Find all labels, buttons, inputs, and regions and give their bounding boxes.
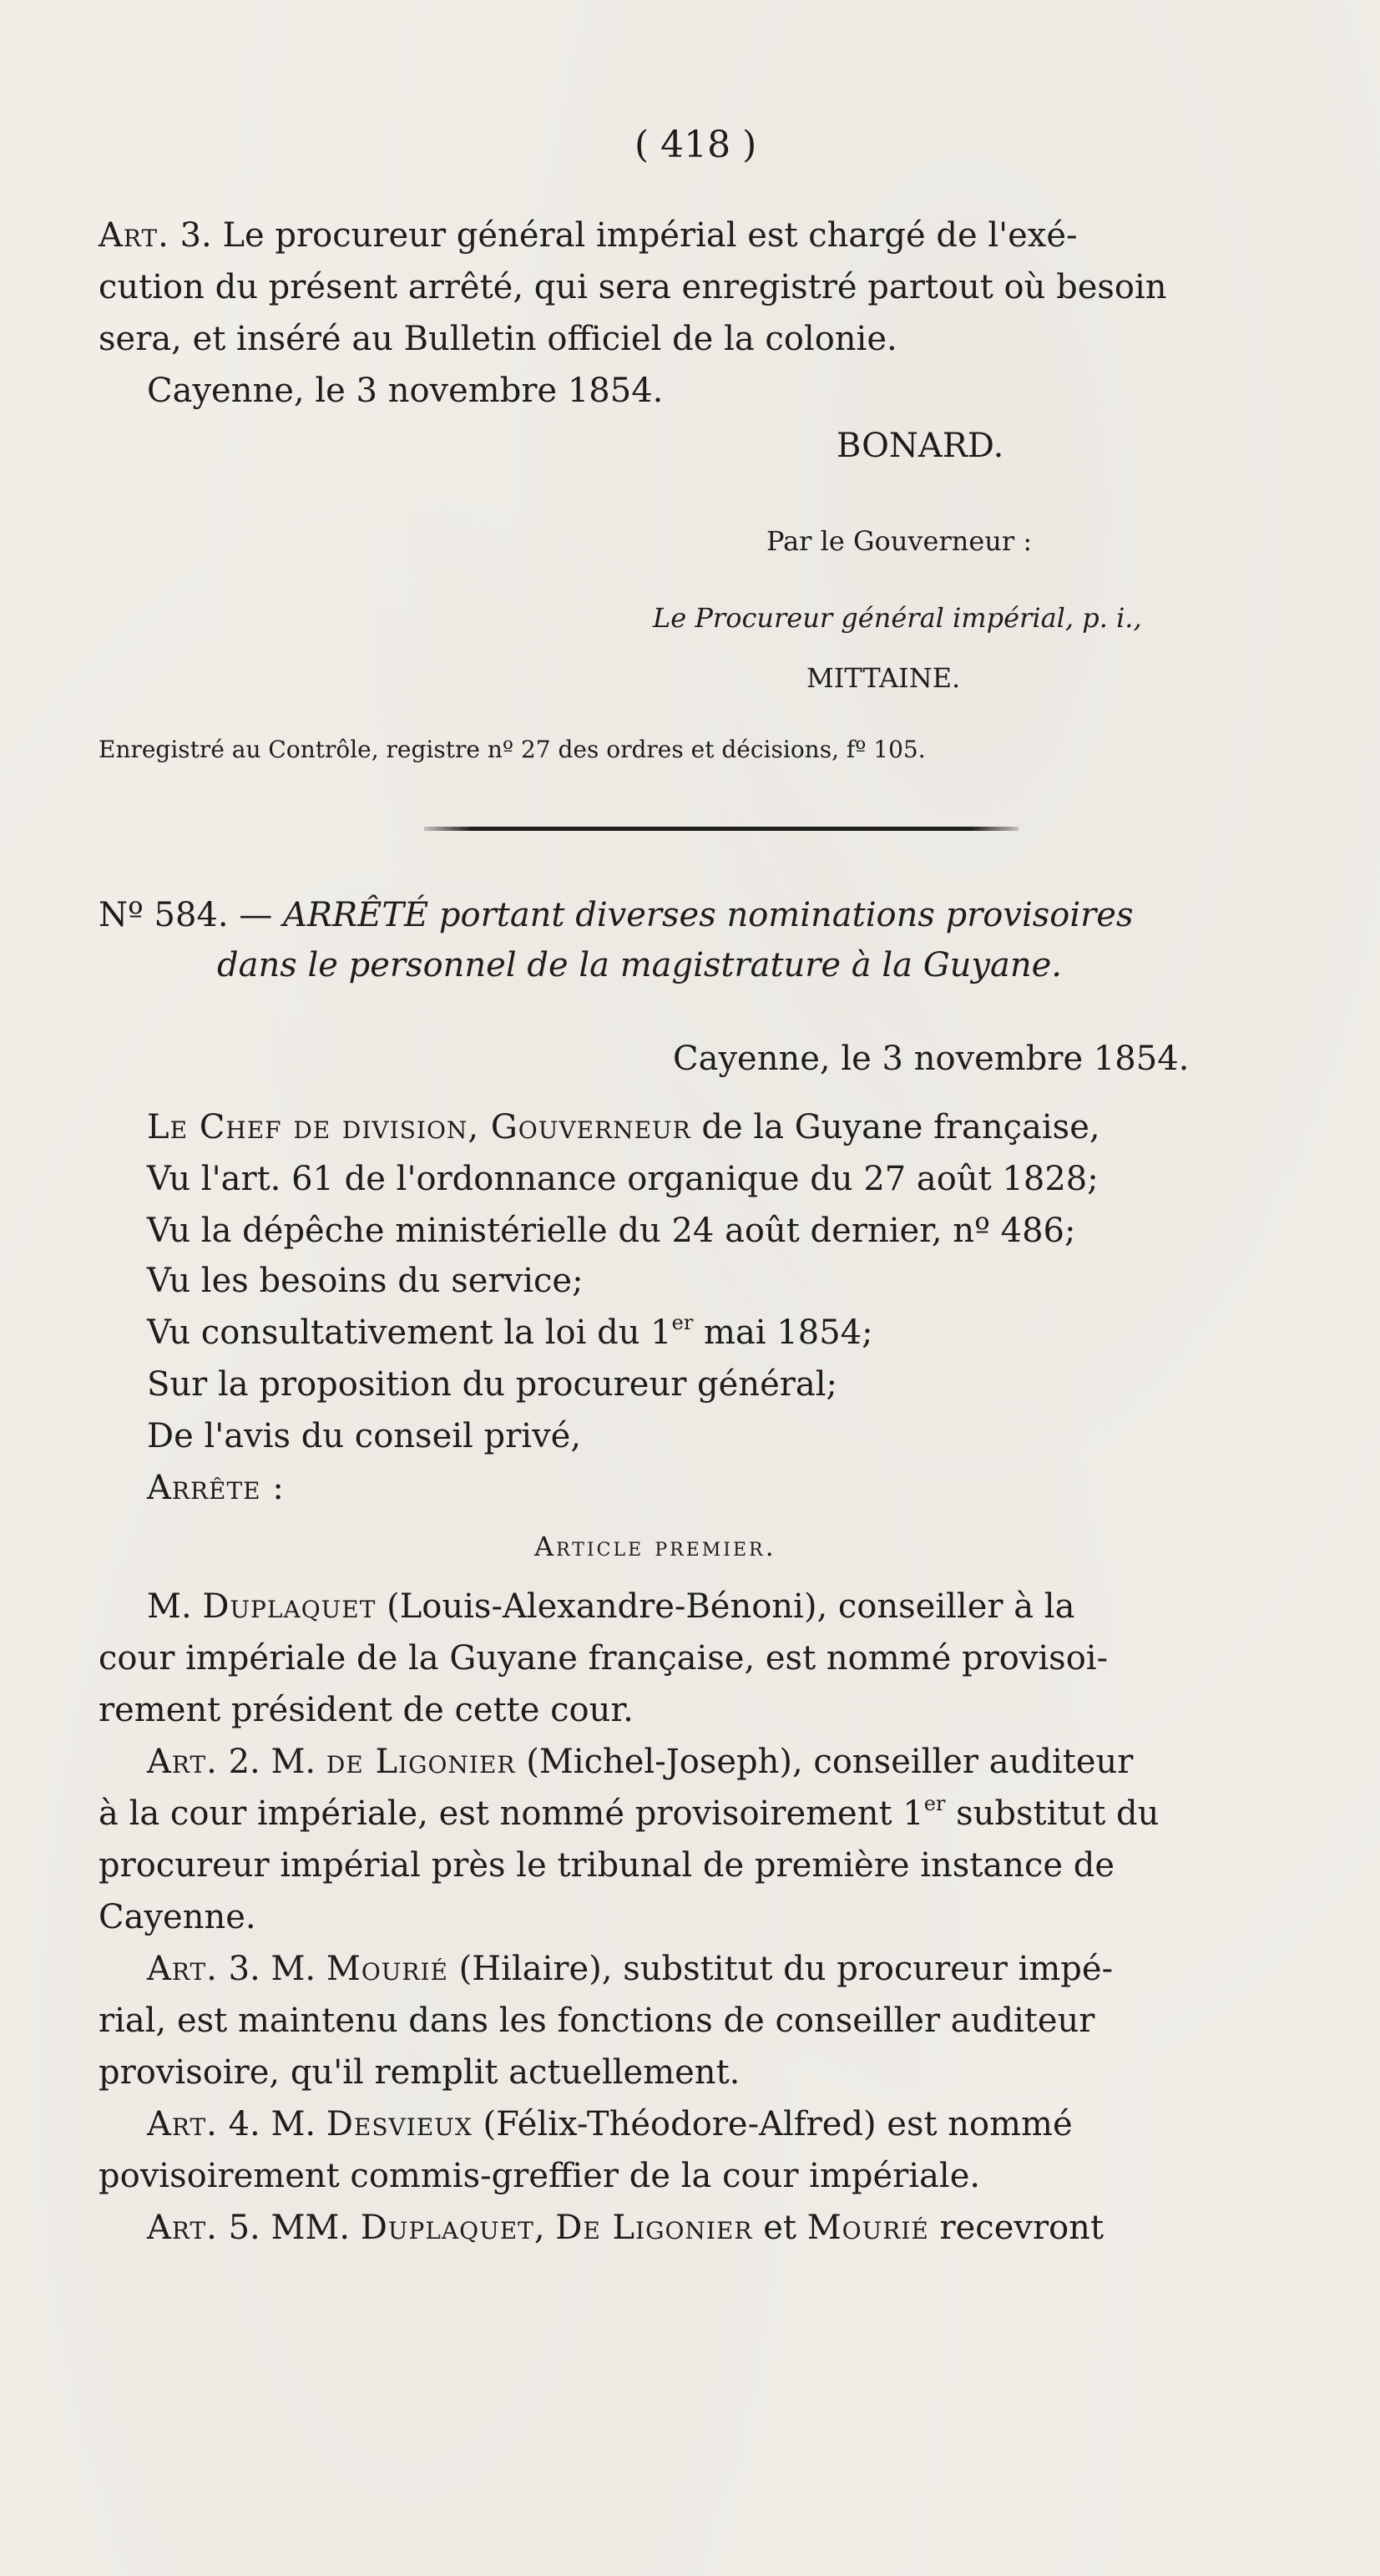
- text-span: recevront: [928, 2209, 1105, 2247]
- text-span: 3. M.: [217, 1950, 326, 1988]
- person-name: Duplaquet: [202, 1587, 377, 1626]
- article-heading: Article premier.: [534, 1531, 776, 1562]
- decree-heading: [99, 898, 1134, 932]
- text-span: 4. M.: [217, 2105, 326, 2143]
- text-line: [147, 1745, 1133, 1779]
- text-line: procureur impérial près le tribunal de première instance de: [99, 1846, 1115, 1885]
- text-line: [147, 1587, 1075, 1626]
- text-span: M.: [147, 1587, 203, 1626]
- person-name: Duplaquet: [360, 2209, 534, 2247]
- text-span: 3. Le procureur général impérial est chargé de l'exé-: [169, 216, 1078, 255]
- article-label: Art.: [147, 2209, 218, 2247]
- signature-name: MITTAINE.: [806, 662, 961, 694]
- text-line: cour impériale de la Guyane française, est nommé provisoi-: [99, 1639, 1109, 1678]
- text-span: 2. M.: [217, 1743, 326, 1781]
- text-line: provisoire, qu'il remplit actuellement.: [99, 2053, 741, 2092]
- person-name: Desvieux: [326, 2105, 473, 2143]
- text-line: [99, 1792, 1160, 1833]
- preamble-line: [147, 1311, 873, 1352]
- text-span: substitut du: [945, 1794, 1160, 1833]
- text-line: [147, 2211, 1104, 2245]
- text-span: de la Guyane française,: [690, 1108, 1100, 1146]
- text-line: cution du présent arrêté, qui sera enregistré partout où besoin: [99, 268, 1167, 306]
- text-span: (Hilaire), substitut du procureur impé-: [447, 1950, 1114, 1988]
- superscript: er: [923, 1792, 946, 1816]
- text-span: 5. MM.: [217, 2209, 361, 2247]
- signature-name: BONARD.: [837, 427, 1004, 465]
- preamble-line: [147, 1108, 1100, 1146]
- text-span: (Félix-Théodore-Alfred) est nommé: [472, 2105, 1073, 2143]
- preamble-line: Vu l'art. 61 de l'ordonnance organique du 27 août 1828;: [147, 1160, 1099, 1198]
- section-divider: [424, 827, 1019, 831]
- text-line: rial, est maintenu dans les fonctions de conseiller auditeur: [99, 2002, 1095, 2040]
- text-line: Cayenne.: [99, 1898, 256, 1936]
- text-span: mai 1854;: [693, 1313, 873, 1352]
- superscript: er: [671, 1311, 694, 1335]
- text-line: povisoirement commis-greffier de la cour impériale.: [99, 2157, 981, 2195]
- article-label: Art.: [147, 1950, 218, 1988]
- decree-title: ARRÊTÉ portant diverses nominations provisoires: [283, 896, 1134, 934]
- article-label: Art.: [147, 2105, 218, 2143]
- text-span: Vu consultativement la loi du 1: [147, 1313, 672, 1352]
- person-name: De Ligonier: [555, 2209, 753, 2247]
- preamble-line: De l'avis du conseil privé,: [147, 1417, 582, 1455]
- text-span: (Michel-Joseph), conseiller auditeur: [515, 1743, 1134, 1781]
- article-label: Art.: [99, 216, 169, 255]
- preamble-line: Vu les besoins du service;: [147, 1262, 584, 1300]
- person-name: Mourié: [326, 1950, 448, 1988]
- person-name: Mourié: [806, 2209, 929, 2247]
- text-line: sera, et inséré au Bulletin officiel de la colonie.: [99, 320, 897, 358]
- article-label: Art.: [147, 1743, 218, 1781]
- date-line: Cayenne, le 3 novembre 1854.: [147, 372, 664, 410]
- text-span: (Louis-Alexandre-Bénoni), conseiller à la: [376, 1587, 1075, 1626]
- person-name: de Ligonier: [326, 1743, 516, 1781]
- decree-title-cont: dans le personnel de la magistrature à la Guyane.: [217, 946, 1063, 984]
- arrete-label: Arrête :: [147, 1469, 285, 1507]
- decree-number: Nº 584. —: [99, 896, 284, 934]
- text-line: [147, 1952, 1113, 1986]
- text-line: rement président de cette cour.: [99, 1691, 634, 1729]
- date-line: Cayenne, le 3 novembre 1854.: [673, 1040, 1190, 1078]
- signature-caption: Par le Gouverneur :: [766, 525, 1033, 557]
- text-span: Le Chef de division, Gouverneur: [147, 1108, 691, 1146]
- text-span: ,: [533, 2209, 556, 2247]
- signature-title: Le Procureur général impérial, p. i.,: [653, 602, 1142, 634]
- preamble-line: Vu la dépêche ministérielle du 24 août dernier, nº 486;: [147, 1212, 1076, 1250]
- text-line: [147, 2105, 1073, 2143]
- text-span: à la cour impériale, est nommé provisoirement 1: [99, 1794, 924, 1833]
- text-span: et: [752, 2209, 807, 2247]
- text-line: [99, 216, 1078, 255]
- preamble-line: Sur la proposition du procureur général;: [147, 1365, 837, 1404]
- registration-note: Enregistré au Contrôle, registre nº 27 des ordres et décisions, fº 105.: [99, 736, 926, 763]
- page-number: ( 418 ): [634, 124, 757, 166]
